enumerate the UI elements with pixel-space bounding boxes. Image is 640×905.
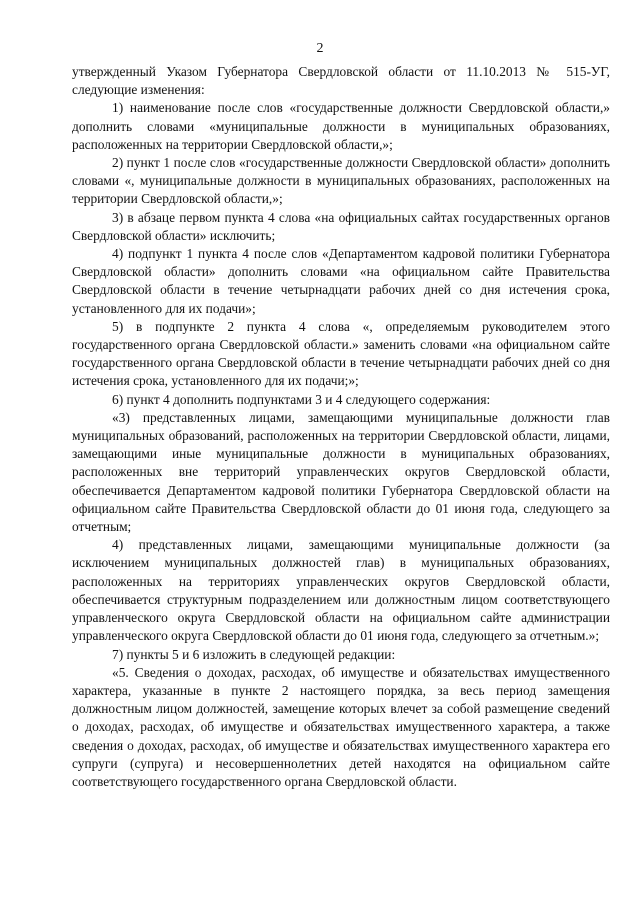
paragraph-9: 7) пункты 5 и 6 изложить в следующей редакции: <box>112 646 396 662</box>
paragraph-6: 6) пункт 4 дополнить подпунктами 3 и 4 следующего содержания: <box>112 391 491 407</box>
paragraph-5: 5) в подпункте 2 пункта 4 слова «, определяемым руководителем этого государственного органа Свердловской области.» заменить словами «на официальном сайте государственного органа Свердловской области в течение четырнадцати рабочих дней со дня истечения срока, установленного для их подачи;»; <box>72 318 610 389</box>
paragraph-2: 2) пункт 1 после слов «государственные должности Свердловской области» дополнить словами «, муниципальные должности в муниципальных образованиях, расположенных на территории Свердловской области,»; <box>72 155 610 207</box>
document-body <box>72 63 610 791</box>
paragraph-10: «5. Сведения о доходах, расходах, об имуществе и обязательствах имущественного характера, указанные в пункте 2 настоящего порядка, за весь период замещения должностным лицом должностей, замещение которых влечет за собой размещение сведений о доходах, расходах, об имуществе и обязательствах имущественного характера, а также сведения о доходах, расходах, об имуществе и обязательствах имущественного характера его супруги (супруга) и несовершеннолетних детей находятся на официальном сайте соответствующего государственного органа Свердловской области. <box>72 664 610 789</box>
paragraph-1: 1) наименование после слов «государственные должности Свердловской области,» дополнить словами «муниципальные должности в муниципальных образованиях, расположенных на территории Свердловской области,»; <box>72 100 610 152</box>
paragraph-8: 4) представленных лицами, замещающими муниципальные должности (за исключением муниципальных должностей глав) в муниципальных образованиях, расположенных на территориях управленческих округов Свердловской области, обеспечивается структурным подразделением или должностным лицом соответствующего управленческого округа Свердловской области на официальном сайте администрации управленческого округа Свердловской области до 01 июня года, следующего за отчетным.»; <box>72 537 610 644</box>
page-number: 2 <box>316 41 324 56</box>
paragraph-0: утвержденный Указом Губернатора Свердловской области от 11.10.2013 № 515-УГ, следующие изменения: <box>72 64 610 98</box>
paragraph-3: 3) в абзаце первом пункта 4 слова «на официальных сайтах государственных органов Свердловской области» исключить; <box>72 209 610 243</box>
paragraph-4: 4) подпункт 1 пункта 4 после слов «Департаментом кадровой политики Губернатора Свердловской области» дополнить словами «на официальном сайте Правительства Свердловской области в течение четырнадцати рабочих дней со дня истечения срока, установленного для их подачи»; <box>72 246 610 316</box>
paragraph-7: «3) представленных лицами, замещающими муниципальные должности глав муниципальных образований, расположенных на территории Свердловской области, лицами, замещающими иные муниципальные должности в муниципальных образованиях, расположенных вне территорий управленческих округов Свердловской области, обеспечивается Департаментом кадровой политики Губернатора Свердловской области на официальном сайте Правительства Свердловской области до 01 июня года, следующего за отчетным; <box>72 409 610 535</box>
